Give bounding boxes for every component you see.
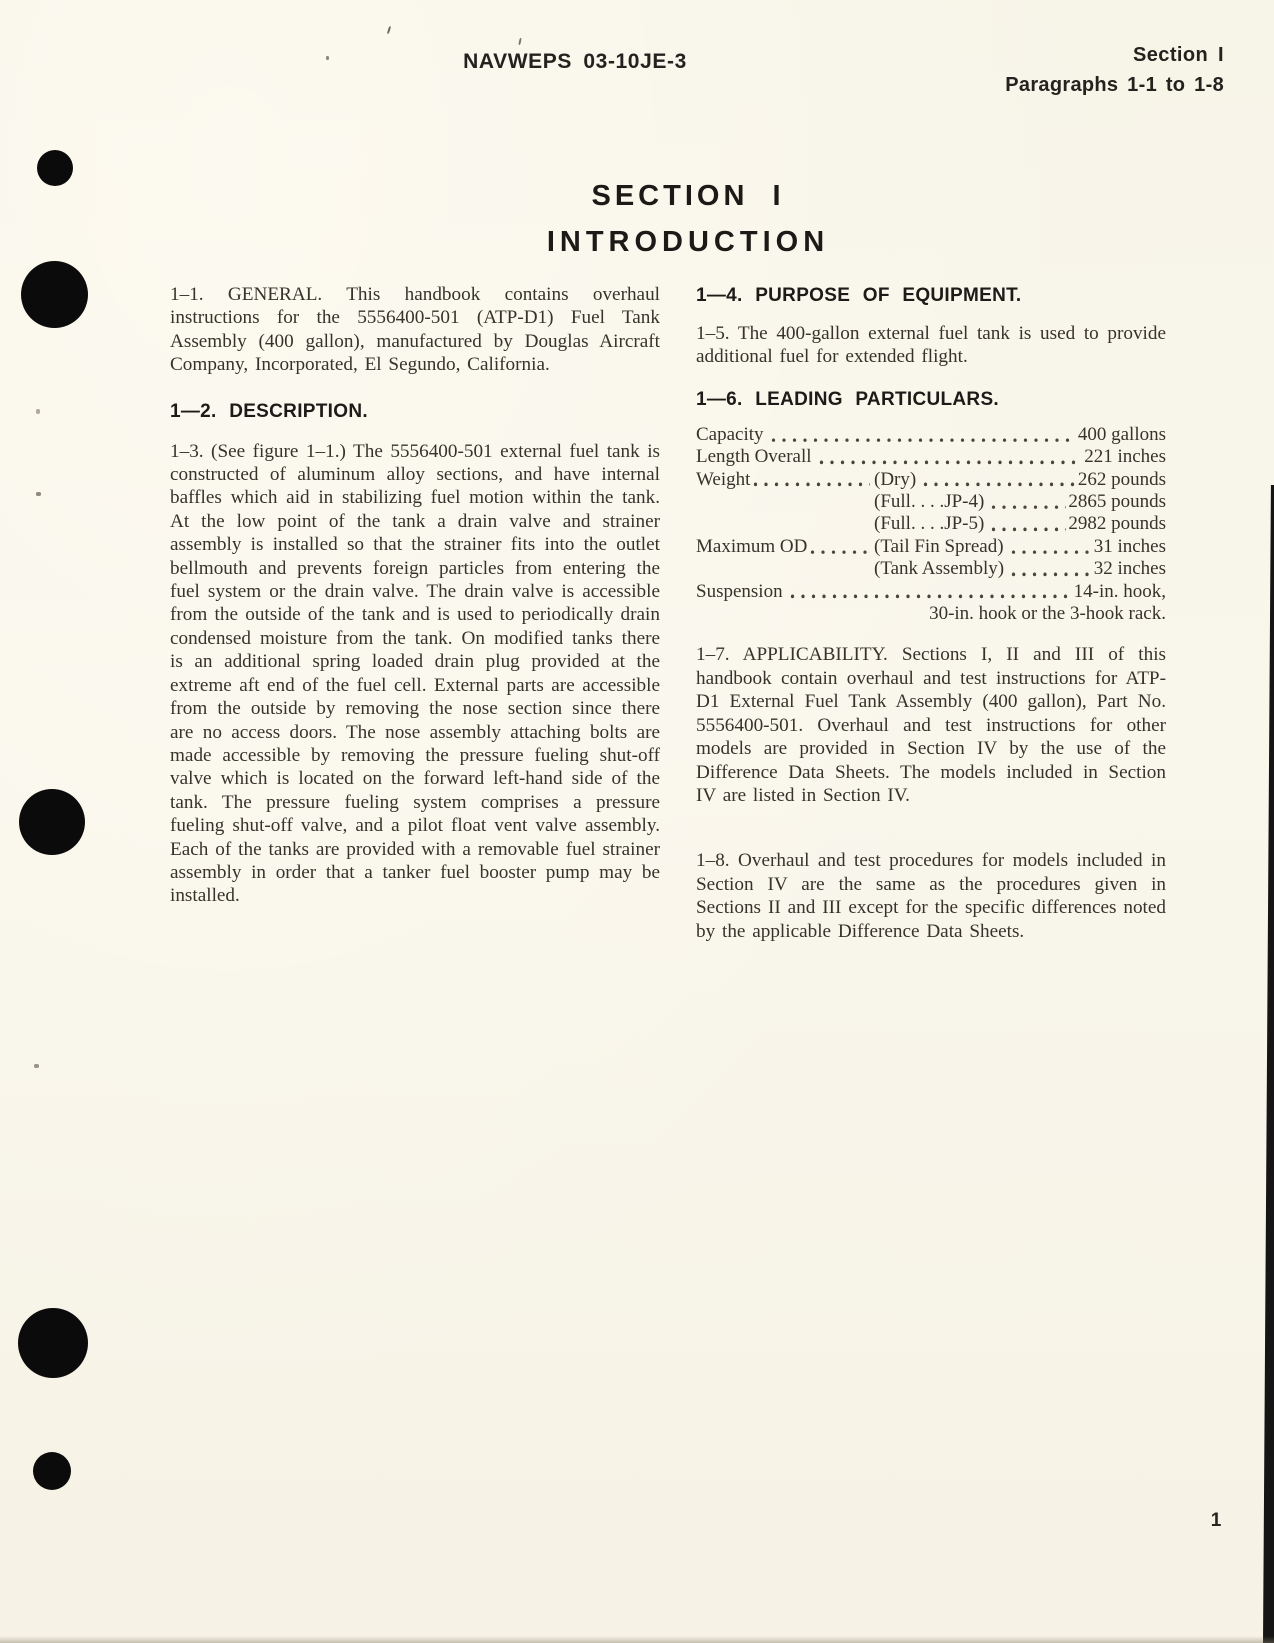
binder-hole [19,789,85,855]
doc-number: NAVWEPS 03-10JE-3 [463,50,687,73]
particular-value: 2865 pounds [1068,491,1166,513]
particular-value: 32 inches [1093,558,1166,580]
particular-sublabel: (Tail Fin Spread) [874,535,1004,557]
dot-leader [990,505,1066,510]
binder-hole [33,1452,71,1490]
paragraph-1-8: 1–8. Overhaul and test procedures for models included in Section IV are the same as the procedures given in Sections II and III except for the specific differences noted by the applicable Difference Data Sheets. [696,850,1166,942]
section-title [170,180,1166,259]
scan-artifact [518,38,521,45]
particular-sublabel: (Full. . . .JP-4) [874,491,985,513]
right-column [696,283,1166,943]
paragraph-1-5: 1–5. The 400-gallon external fuel tank is used to provide additional fuel for extended flight. [696,323,1166,368]
binder-hole [18,1308,88,1378]
dot-leader [752,482,870,487]
particular-value: 221 inches [1084,446,1166,468]
particulars-row [696,581,1166,603]
particular-label: Capacity [696,423,764,445]
particular-label-box [696,536,874,558]
particulars-row [696,469,1166,491]
dot-leader [990,527,1066,532]
section-title-line1: SECTION I [591,180,785,212]
dot-leader [770,438,1076,443]
heading-1-6: 1—6. LEADING PARTICULARS. [696,388,1000,410]
dot-leader [1010,572,1092,577]
particulars-row [696,513,1166,535]
heading-1-2: 1—2. DESCRIPTION. [170,400,368,422]
scan-edge-bottom [0,1636,1274,1643]
header-paragraphs-range: Paragraphs 1-1 to 1-8 [1005,74,1224,96]
particulars-row [696,558,1166,580]
scan-artifact [36,409,40,414]
page-number: 1 [1210,1510,1222,1531]
particular-value: 262 pounds [1077,468,1166,490]
heading-1-4: 1—4. PURPOSE OF EQUIPMENT. [696,285,1022,306]
particulars-row [696,446,1166,468]
scan-artifact [387,26,391,34]
particular-sublabel: (Tank Assembly) [874,558,1005,580]
binder-hole [37,150,73,186]
particular-sublabel: (Dry) [874,468,917,490]
dot-leader [818,460,1083,465]
particular-value: 31 inches [1093,535,1166,557]
header-right [1005,44,1224,97]
particular-value: 14-in. hook, [1073,580,1166,602]
particular-sublabel: (Full. . . .JP-5) [874,513,985,535]
two-column-body [170,283,1166,943]
particular-label: Maximum OD [696,535,808,557]
particular-value: 30-in. hook or the 3-hook rack. [929,603,1166,625]
particular-value: 400 gallons [1077,423,1166,445]
leading-particulars-table [696,424,1166,626]
scan-edge-right [1263,485,1274,1643]
particulars-row [696,536,1166,558]
binder-hole [21,261,88,328]
scan-artifact [34,1064,39,1068]
paragraph-1-3: 1–3. (See figure 1–1.) The 5556400-501 external fuel tank is constructed of aluminum alloy sections, and have internal baffles which aid in stabilizing fuel motion within the tank. At the low point of the tank a drain valve and strainer assembly is installed so that the strainer fits into the outlet bellmouth and prevents foreign particles from entering the fuel system or the drain valve. The drain valve is accessible from the outside of the tank and is used to periodically drain condensed moisture from the tank. On modified tanks there is an additional spring loaded drain plug provided at the extreme aft end of the fuel cell. External parts are accessible from the outside by removing the nose section since there are no access doors. The nose assembly attaching bolts are made accessible by removing the pressure fueling shut-off valve which is located on the forward left-hand side of the tank. The pressure fueling system comprises a pressure fueling shut-off valve, and a pilot float vent valve assembly. Each of the tanks are provided with a removable fuel strainer assembly in order that a tanker fuel booster pump may be installed. [170,440,660,907]
section-title-line2: INTRODUCTION [546,226,830,258]
header-section-label: Section I [1133,44,1224,66]
particular-label: Suspension [696,580,783,602]
dot-leader [1010,550,1092,555]
scan-artifact [326,56,329,60]
paragraph-1-1: 1–1. GENERAL. This handbook contains overhaul instructions for the 5556400-501 (ATP-D1) Fuel Tank Assembly (400 gallon), manufactured by Douglas Aircraft Company, Incorporated, El Segundo, California. [170,284,660,376]
dot-leader [922,482,1076,487]
particulars-row [696,491,1166,513]
particulars-row [696,424,1166,446]
particular-label: Length Overall [696,446,812,468]
particulars-row [696,603,1166,625]
dot-leader [809,550,870,555]
particular-label: Weight [696,468,751,490]
scan-artifact [36,492,41,496]
particular-label-box [696,469,874,491]
paragraph-1-7: 1–7. APPLICABILITY. Sections I, II and III of this handbook contain overhaul and test instructions for ATP-D1 External Fuel Tank Assembly (400 gallon), Part No. 5556400-501. Overhaul and test instructions for other models are provided in Section IV by the use of the Difference Data Sheets. The models included in Section IV are listed in Section IV. [696,644,1166,806]
left-column [170,283,660,943]
particular-value: 2982 pounds [1068,513,1166,535]
dot-leader [789,594,1072,599]
